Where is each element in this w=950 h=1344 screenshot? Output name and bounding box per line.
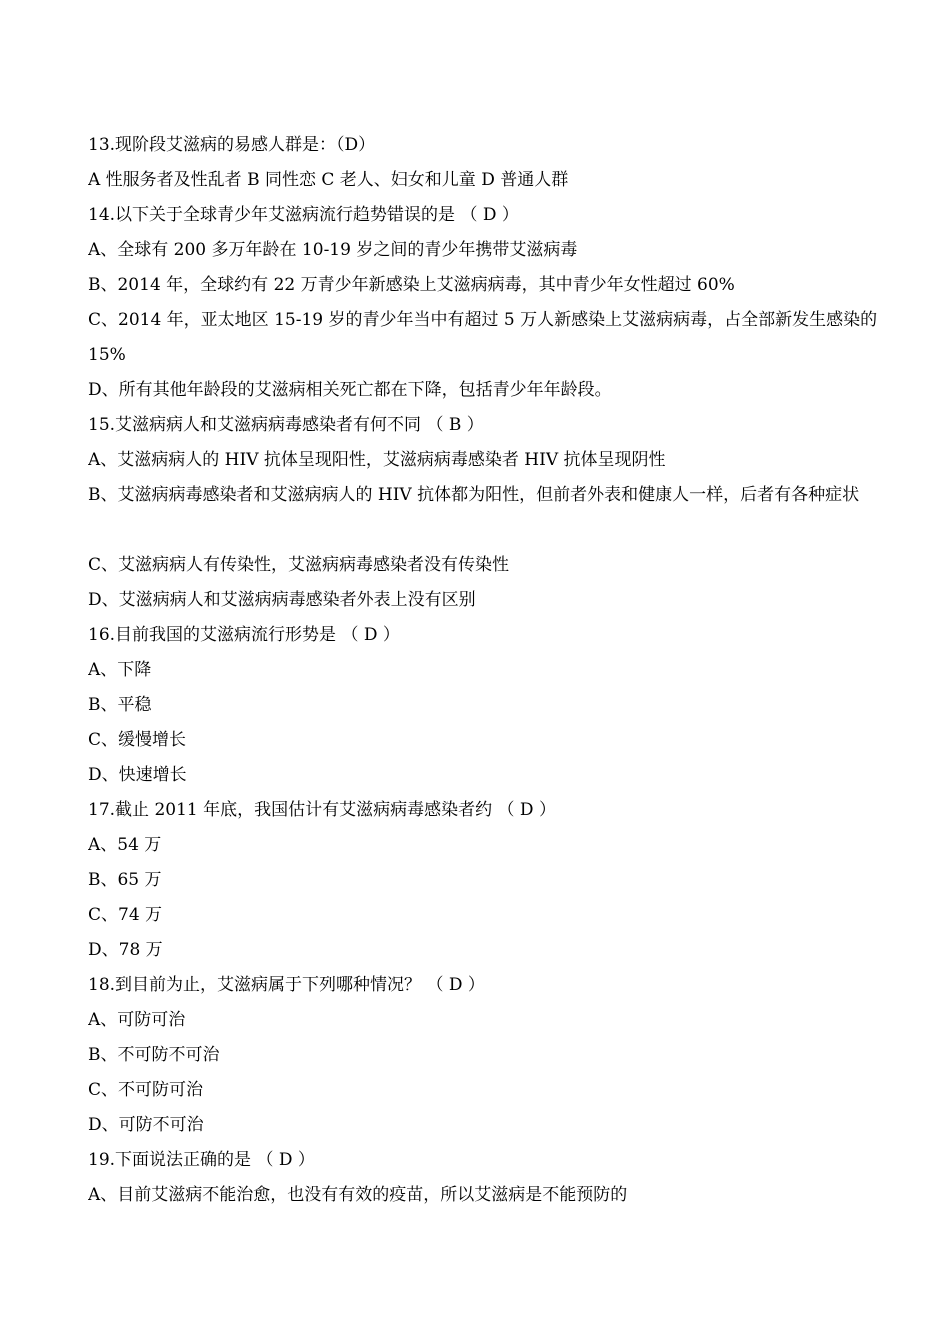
question-16-option-b: B、平稳: [88, 695, 152, 715]
question-15-option-a: A、艾滋病病人的 HIV 抗体呈现阳性，艾滋病病毒感染者 HIV 抗体呈现阴性: [88, 450, 666, 470]
question-18: 18.到目前为止，艾滋病属于下列哪种情况？ （ D ）: [88, 975, 485, 995]
question-14-option-d: D、所有其他年龄段的艾滋病相关死亡都在下降，包括青少年年龄段。: [88, 380, 612, 400]
question-18-option-d: D、可防不可治: [88, 1115, 204, 1135]
question-13-options: A 性服务者及性乱者 B 同性恋 C 老人、妇女和儿童 D 普通人群: [88, 170, 569, 190]
question-14-option-a: A、全球有 200 多万年龄在 10-19 岁之间的青少年携带艾滋病毒: [88, 240, 578, 260]
question-18-option-c: C、不可防可治: [88, 1080, 204, 1100]
question-19: 19.下面说法正确的是 （ D ）: [88, 1150, 315, 1170]
question-16: 16.目前我国的艾滋病流行形势是 （ D ）: [88, 625, 400, 645]
question-16-option-d: D、快速增长: [88, 765, 187, 785]
question-13: 13.现阶段艾滋病的易感人群是：（D）: [88, 135, 376, 155]
document-body: [88, 128, 903, 1213]
question-14: 14.以下关于全球青少年艾滋病流行趋势错误的是 （ D ）: [88, 205, 519, 225]
question-19-option-a: A、目前艾滋病不能治愈，也没有有效的疫苗，所以艾滋病是不能预防的: [88, 1185, 628, 1205]
question-15-option-d: D、艾滋病病人和艾滋病病毒感染者外表上没有区别: [88, 590, 476, 610]
question-14-option-b: B、2014 年，全球约有 22 万青少年新感染上艾滋病病毒，其中青少年女性超过 60%: [88, 275, 735, 295]
question-17-option-d: D、78 万: [88, 940, 163, 960]
question-15-option-c: C、艾滋病病人有传染性，艾滋病病毒感染者没有传染性: [88, 555, 510, 575]
question-18-option-b: B、不可防不可治: [88, 1045, 220, 1065]
question-14-option-c: C、2014 年，亚太地区 15-19 岁的青少年当中有超过 5 万人新感染上艾滋病病毒，占全部新发生感染的 15%: [88, 310, 878, 365]
question-15-option-b: B、艾滋病病毒感染者和艾滋病病人的 HIV 抗体都为阳性，但前者外表和健康人一样，后者有各种症状: [88, 485, 860, 505]
question-17-option-b: B、65 万: [88, 870, 162, 890]
question-16-option-c: C、缓慢增长: [88, 730, 187, 750]
question-15: 15.艾滋病病人和艾滋病病毒感染者有何不同 （ B ）: [88, 415, 484, 435]
question-17: 17.截止 2011 年底，我国估计有艾滋病病毒感染者约 （ D ）: [88, 800, 556, 820]
question-17-option-a: A、54 万: [88, 835, 162, 855]
question-18-option-a: A、可防可治: [88, 1010, 186, 1030]
question-16-option-a: A、下降: [88, 660, 152, 680]
question-17-option-c: C、74 万: [88, 905, 163, 925]
